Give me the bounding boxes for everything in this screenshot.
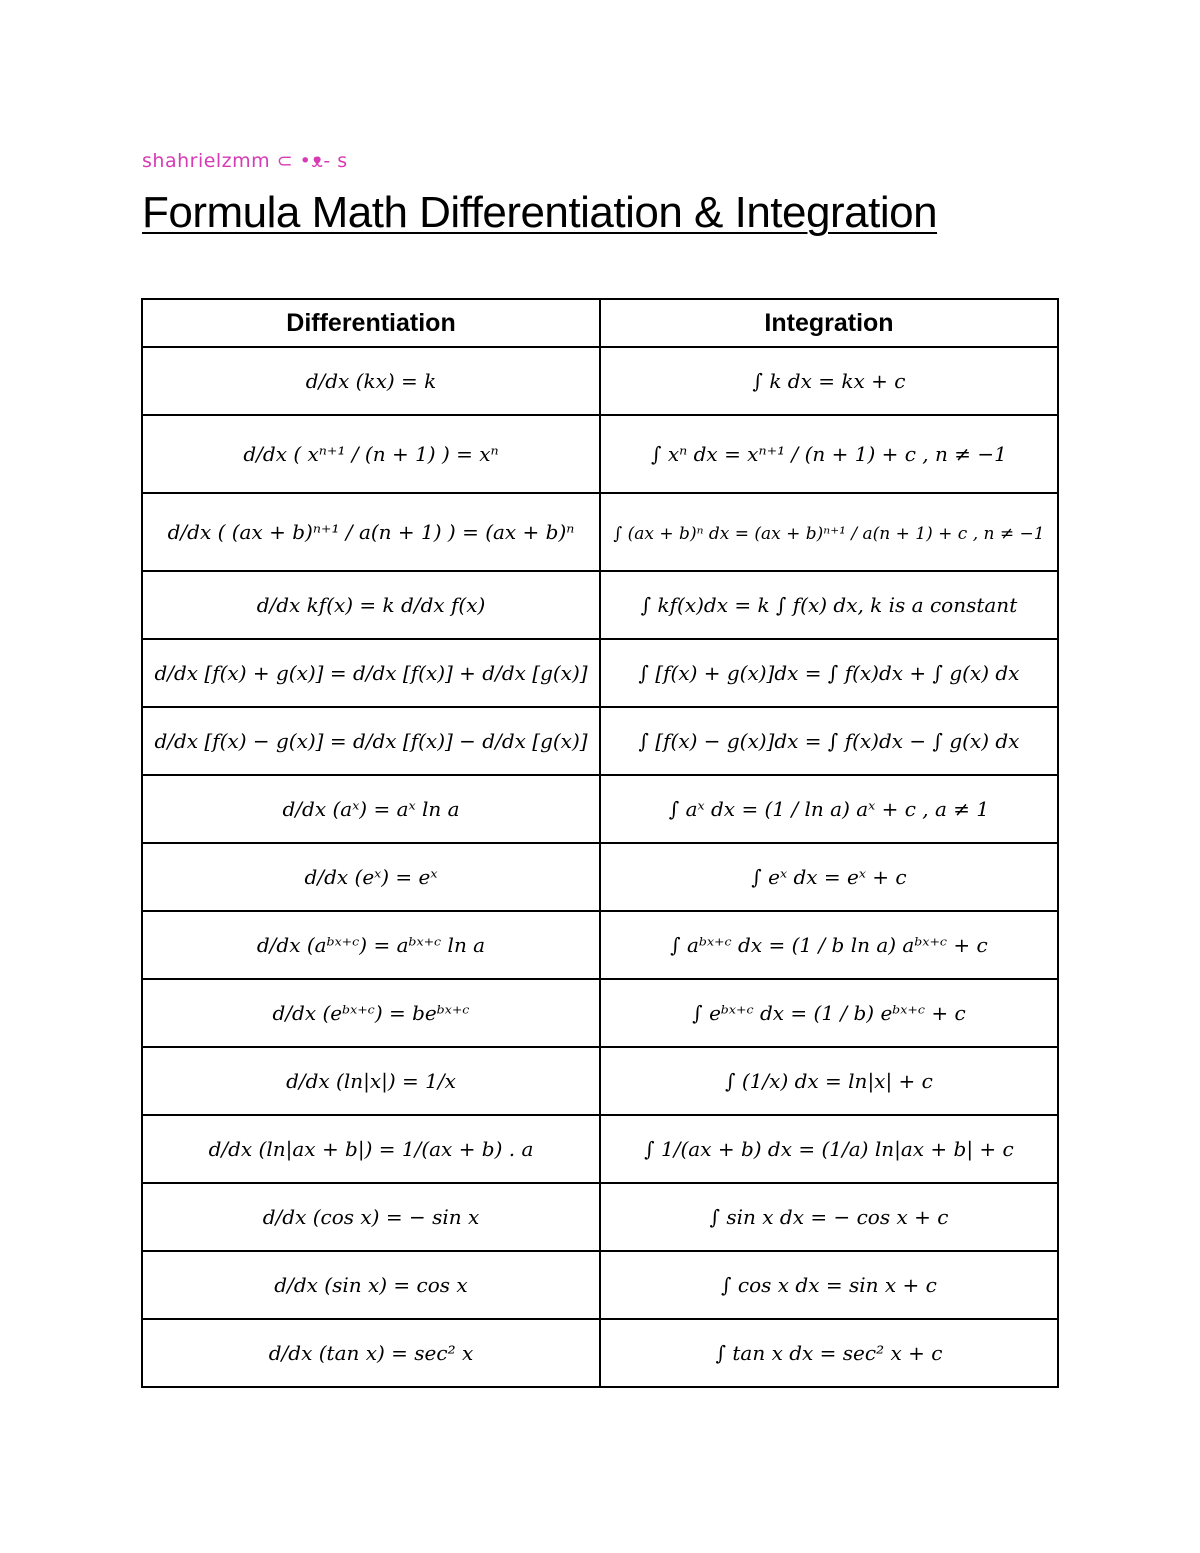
integration-cell <box>600 911 1058 979</box>
integration-formula: ∫ xⁿ dx = xⁿ⁺¹ / (n + 1) + c , n ≠ −1 <box>651 442 1007 466</box>
differentiation-formula: d/dx (sin x) = cos x <box>274 1273 468 1297</box>
table-row <box>142 1319 1058 1387</box>
integration-cell <box>600 415 1058 493</box>
integration-formula: ∫ [f(x) − g(x)]dx = ∫ f(x)dx − ∫ g(x) dx <box>638 729 1020 753</box>
integration-formula: ∫ cos x dx = sin x + c <box>721 1273 937 1297</box>
differentiation-cell <box>142 1047 600 1115</box>
differentiation-cell <box>142 493 600 571</box>
differentiation-formula: d/dx (aᵇˣ⁺ᶜ) = aᵇˣ⁺ᶜ ln a <box>256 933 486 957</box>
integration-formula: ∫ [f(x) + g(x)]dx = ∫ f(x)dx + ∫ g(x) dx <box>638 661 1020 685</box>
table-row <box>142 1115 1058 1183</box>
differentiation-cell <box>142 775 600 843</box>
table-row <box>142 979 1058 1047</box>
differentiation-formula: d/dx (eˣ) = eˣ <box>304 865 438 889</box>
table-row <box>142 571 1058 639</box>
table-row <box>142 911 1058 979</box>
differentiation-cell <box>142 415 600 493</box>
integration-cell <box>600 979 1058 1047</box>
differentiation-formula: d/dx ( xⁿ⁺¹ / (n + 1) ) = xⁿ <box>243 442 499 466</box>
table-row <box>142 1183 1058 1251</box>
integration-formula: ∫ sin x dx = − cos x + c <box>709 1205 949 1229</box>
table-row <box>142 707 1058 775</box>
integration-formula: ∫ (ax + b)ⁿ dx = (ax + b)ⁿ⁺¹ / a(n + 1) + c , n ≠ −1 <box>613 523 1045 544</box>
differentiation-cell <box>142 843 600 911</box>
integration-formula: ∫ aˣ dx = (1 / ln a) aˣ + c , a ≠ 1 <box>668 797 990 821</box>
differentiation-formula: d/dx (tan x) = sec² x <box>268 1341 474 1365</box>
integration-cell <box>600 843 1058 911</box>
table-row <box>142 1047 1058 1115</box>
integration-cell <box>600 1251 1058 1319</box>
table-row <box>142 347 1058 415</box>
differentiation-formula: d/dx ( (ax + b)ⁿ⁺¹ / a(n + 1) ) = (ax + b)ⁿ <box>167 520 575 544</box>
differentiation-formula: d/dx (cos x) = − sin x <box>262 1205 480 1229</box>
differentiation-formula: d/dx (ln|x|) = 1/x <box>286 1069 456 1093</box>
differentiation-formula: d/dx (eᵇˣ⁺ᶜ) = beᵇˣ⁺ᶜ <box>272 1001 470 1025</box>
column-header-integration: Integration <box>600 299 1058 347</box>
integration-cell <box>600 639 1058 707</box>
integration-cell <box>600 1047 1058 1115</box>
integration-formula: ∫ kf(x)dx = k ∫ f(x) dx, k is a constant <box>640 593 1018 617</box>
integration-formula: ∫ (1/x) dx = ln|x| + c <box>725 1069 933 1093</box>
integration-cell <box>600 571 1058 639</box>
table-row <box>142 415 1058 493</box>
integration-formula: ∫ aᵇˣ⁺ᶜ dx = (1 / b ln a) aᵇˣ⁺ᶜ + c <box>670 933 988 957</box>
page-title: Formula Math Differentiation & Integration <box>142 188 938 237</box>
integration-formula: ∫ eˣ dx = eˣ + c <box>751 865 907 889</box>
integration-formula: ∫ tan x dx = sec² x + c <box>715 1341 943 1365</box>
differentiation-cell <box>142 1319 600 1387</box>
table-row <box>142 1251 1058 1319</box>
differentiation-cell <box>142 979 600 1047</box>
table-row <box>142 843 1058 911</box>
integration-cell <box>600 1115 1058 1183</box>
differentiation-formula: d/dx (aˣ) = aˣ ln a <box>282 797 460 821</box>
integration-cell <box>600 775 1058 843</box>
differentiation-cell <box>142 1183 600 1251</box>
differentiation-cell <box>142 571 600 639</box>
differentiation-cell <box>142 911 600 979</box>
differentiation-formula: d/dx (ln|ax + b|) = 1/(ax + b) . a <box>208 1137 534 1161</box>
differentiation-cell <box>142 707 600 775</box>
table-row <box>142 775 1058 843</box>
integration-cell <box>600 493 1058 571</box>
differentiation-formula: d/dx (kx) = k <box>305 369 437 393</box>
integration-cell <box>600 1319 1058 1387</box>
differentiation-cell <box>142 1115 600 1183</box>
differentiation-cell <box>142 639 600 707</box>
column-header-differentiation: Differentiation <box>142 299 600 347</box>
differentiation-formula: d/dx [f(x) − g(x)] = d/dx [f(x)] − d/dx [g(x)] <box>154 729 588 753</box>
differentiation-formula: d/dx kf(x) = k d/dx f(x) <box>256 593 486 617</box>
differentiation-cell <box>142 1251 600 1319</box>
author-handle: shahrielzmm ⊂ •ᴥ- ꜱ <box>142 150 348 172</box>
integration-formula: ∫ 1/(ax + b) dx = (1/a) ln|ax + b| + c <box>644 1137 1014 1161</box>
integration-formula: ∫ eᵇˣ⁺ᶜ dx = (1 / b) eᵇˣ⁺ᶜ + c <box>692 1001 966 1025</box>
table-row <box>142 493 1058 571</box>
table-header-row <box>142 299 1058 347</box>
differentiation-cell <box>142 347 600 415</box>
integration-cell <box>600 1183 1058 1251</box>
table-row <box>142 639 1058 707</box>
formula-table <box>141 298 1059 1388</box>
differentiation-formula: d/dx [f(x) + g(x)] = d/dx [f(x)] + d/dx [g(x)] <box>154 661 588 685</box>
integration-formula: ∫ k dx = kx + c <box>752 369 906 393</box>
integration-cell <box>600 347 1058 415</box>
integration-cell <box>600 707 1058 775</box>
